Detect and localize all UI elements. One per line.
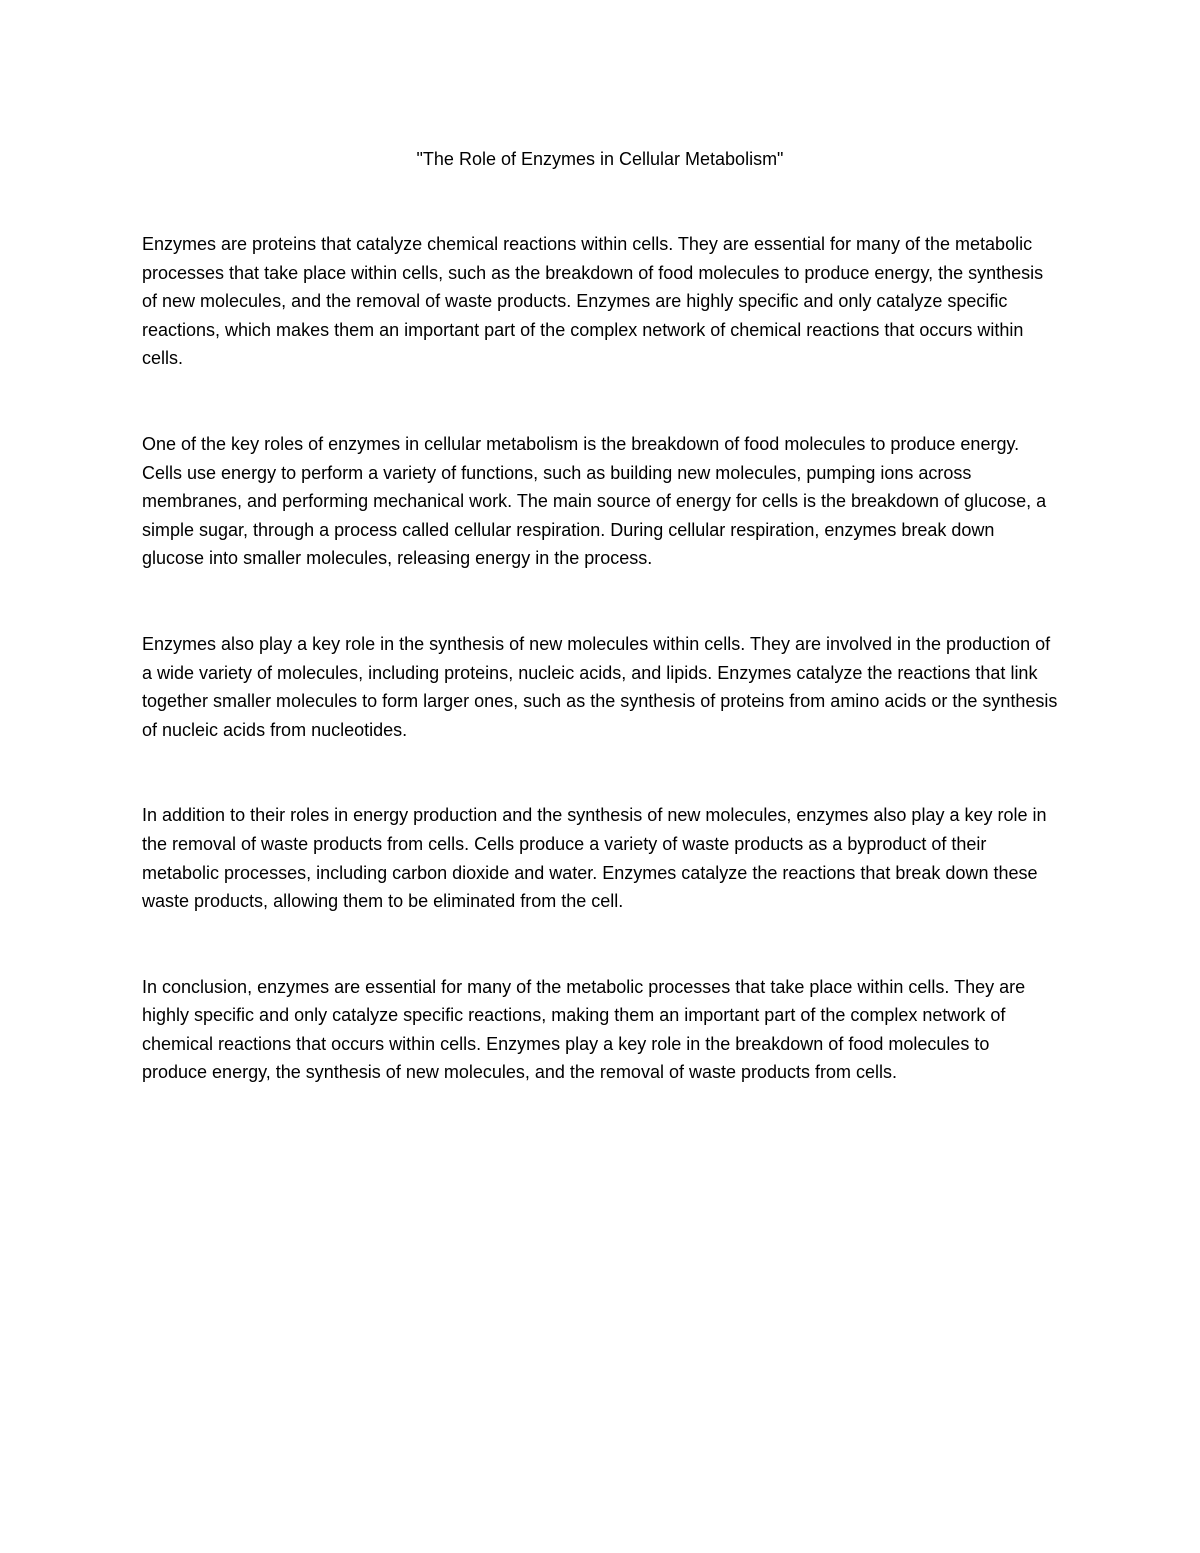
paragraph-intro: Enzymes are proteins that catalyze chemical reactions within cells. They are essential for many of the metabolic processes that take place within cells, such as the breakdown of food molecules to produce energy, the synthesis of new molecules, and the removal of waste products. Enzymes are highly specific and only catalyze specific reactions, which makes them an important part of the complex network of chemical reactions that occurs within cells. bbox=[142, 234, 1044, 369]
paragraph-energy: One of the key roles of enzymes in cellular metabolism is the breakdown of food molecules to produce energy. Cells use energy to perform a variety of functions, such as building new molecules, pumping ions across membranes, and performing mechanical work. The main source of energy for cells is the breakdown of glucose, a simple sugar, through a process called cellular respiration. During cellular respiration, enzymes break down glucose into smaller molecules, releasing energy in the process. bbox=[142, 433, 1047, 569]
paragraph-synthesis: Enzymes also play a key role in the synthesis of new molecules within cells. They are involved in the production of a wide variety of molecules, including proteins, nucleic acids, and lipids. Enzymes catalyze the reactions that link together smaller molecules to form larger ones, such as the synthesis of proteins from amino acids or the synthesis of nucleic acids from nucleotides. bbox=[142, 633, 1058, 740]
paragraph-waste-removal: In addition to their roles in energy production and the synthesis of new molecules, enzymes also play a key role in the removal of waste products from cells. Cells produce a variety of waste products as a byproduct of their metabolic processes, including carbon dioxide and water. Enzymes catalyze the reactions that break down these waste products, allowing them to be eliminated from the cell. bbox=[142, 805, 1047, 912]
document-title: "The Role of Enzymes in Cellular Metabolism" bbox=[416, 149, 784, 169]
document-body bbox=[142, 230, 1058, 1144]
paragraph-conclusion: In conclusion, enzymes are essential for many of the metabolic processes that take place within cells. They are highly specific and only catalyze specific reactions, making them an important part of the complex network of chemical reactions that occurs within cells. Enzymes play a key role in the breakdown of food molecules to produce energy, the synthesis of new molecules, and the removal of waste products from cells. bbox=[142, 976, 1026, 1083]
